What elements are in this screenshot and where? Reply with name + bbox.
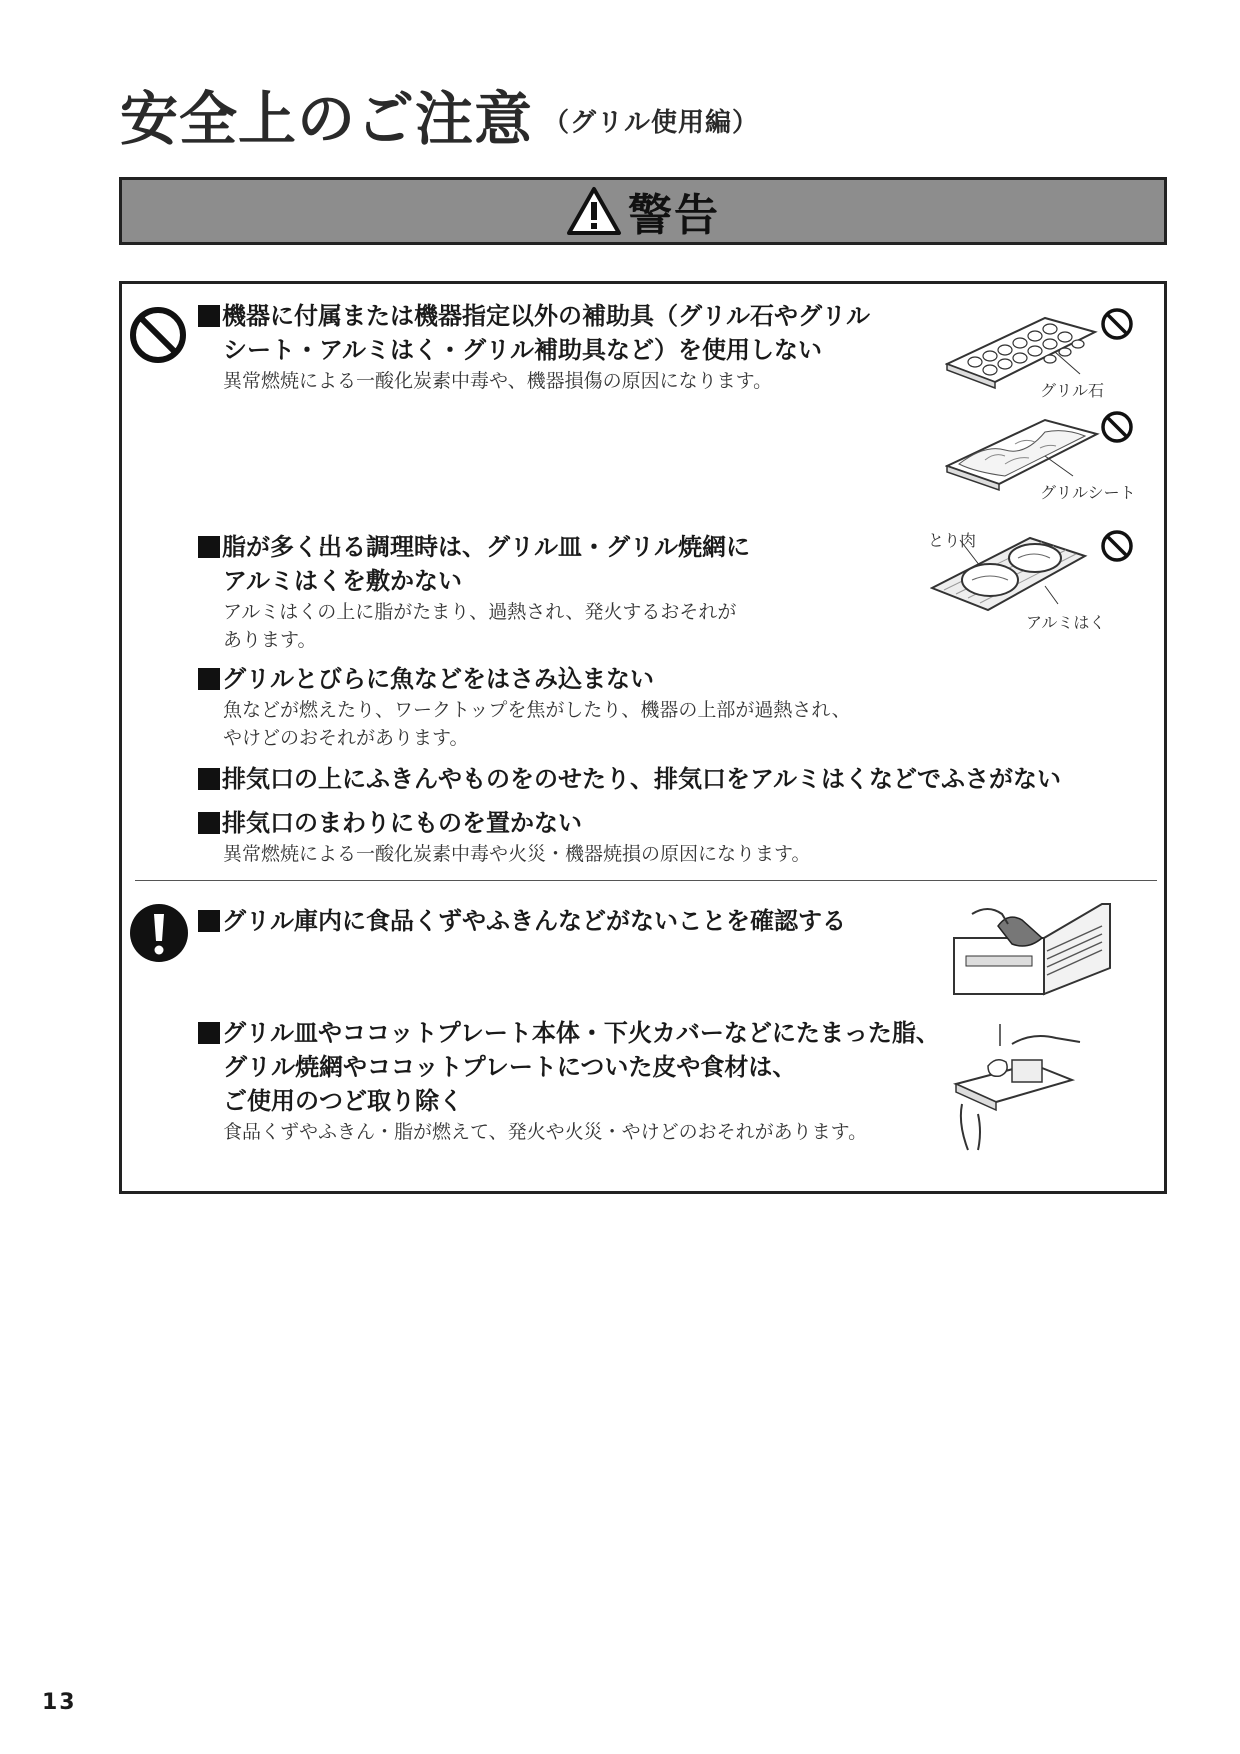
warning-item-1 — [198, 299, 870, 395]
item-description: アルミはくの上に脂がたまり、過熱され、発火するおそれが — [223, 601, 737, 623]
item-description: あります。 — [223, 629, 317, 651]
foil-label: アルミはく — [1026, 613, 1106, 632]
warning-item-4 — [198, 762, 1061, 796]
section-divider — [135, 880, 1157, 881]
item-heading: 排気口の上にふきんやものをのせたり、排気口をアルミはくなどでふさがない — [198, 762, 1061, 796]
item-description: 異常燃焼による一酸化炭素中毒や、機器損傷の原因になります。 — [223, 370, 773, 392]
warning-item-6 — [198, 904, 846, 938]
grill-stone-label: グリル石 — [1040, 381, 1105, 400]
prohibition-icon — [1100, 529, 1134, 563]
warning-triangle-icon — [566, 186, 622, 236]
item-heading: グリル庫内に食品くずやふきんなどがないことを確認する — [198, 904, 846, 938]
grill-sheet-label: グリルシート — [1040, 483, 1136, 502]
item-description: 魚などが燃えたり、ワークトップを焦がしたり、機器の上部が過熱され、 — [223, 699, 851, 721]
item-heading: グリルとびらに魚などをはさみ込まない — [198, 662, 851, 696]
item-description: 食品くずやふきん・脂が燃えて、発火や火災・やけどのおそれがあります。 — [223, 1121, 868, 1143]
item-heading: 機器に付属または機器指定以外の補助具（グリル石やグリル シート・アルミはく・グリル補助具など）を使用しない — [198, 299, 870, 367]
warning-item-2 — [198, 530, 750, 654]
square-bullet-icon — [198, 536, 220, 558]
banner-label: 警告 — [628, 190, 720, 241]
warning-banner — [119, 177, 1167, 245]
page-title-sub: （グリル使用編） — [543, 108, 760, 138]
square-bullet-icon — [198, 812, 220, 834]
item-description: やけどのおそれがあります。 — [223, 727, 469, 749]
square-bullet-icon — [198, 1022, 220, 1044]
item-heading: 排気口のまわりにものを置かない — [198, 806, 810, 840]
warning-item-7 — [198, 1016, 940, 1146]
page-number: 13 — [42, 1690, 77, 1715]
grill-interior-illustration — [952, 896, 1112, 996]
page-title-main: 安全上のご注意 — [120, 85, 534, 153]
page-title — [120, 84, 759, 158]
square-bullet-icon — [198, 768, 220, 790]
square-bullet-icon — [198, 910, 220, 932]
square-bullet-icon — [198, 305, 220, 327]
prohibition-icon — [1100, 410, 1134, 444]
prohibition-icon — [1100, 307, 1134, 341]
mandatory-icon — [129, 903, 189, 963]
prohibition-icon — [129, 306, 187, 364]
item-heading: 脂が多く出る調理時は、グリル皿・グリル焼網に アルミはくを敷かない — [198, 530, 750, 598]
square-bullet-icon — [198, 668, 220, 690]
item-heading: グリル皿やココットプレート本体・下火カバーなどにたまった脂、 グリル焼網やココットプレートについた皮や食材は、 ご使用のつど取り除く — [198, 1016, 940, 1118]
chicken-label: とり肉 — [928, 531, 977, 550]
item-description: 異常燃焼による一酸化炭素中毒や火災・機器焼損の原因になります。 — [223, 843, 811, 865]
warning-item-3 — [198, 662, 851, 752]
warning-item-5 — [198, 806, 810, 868]
grill-plate-cleaning-illustration — [952, 1014, 1092, 1154]
